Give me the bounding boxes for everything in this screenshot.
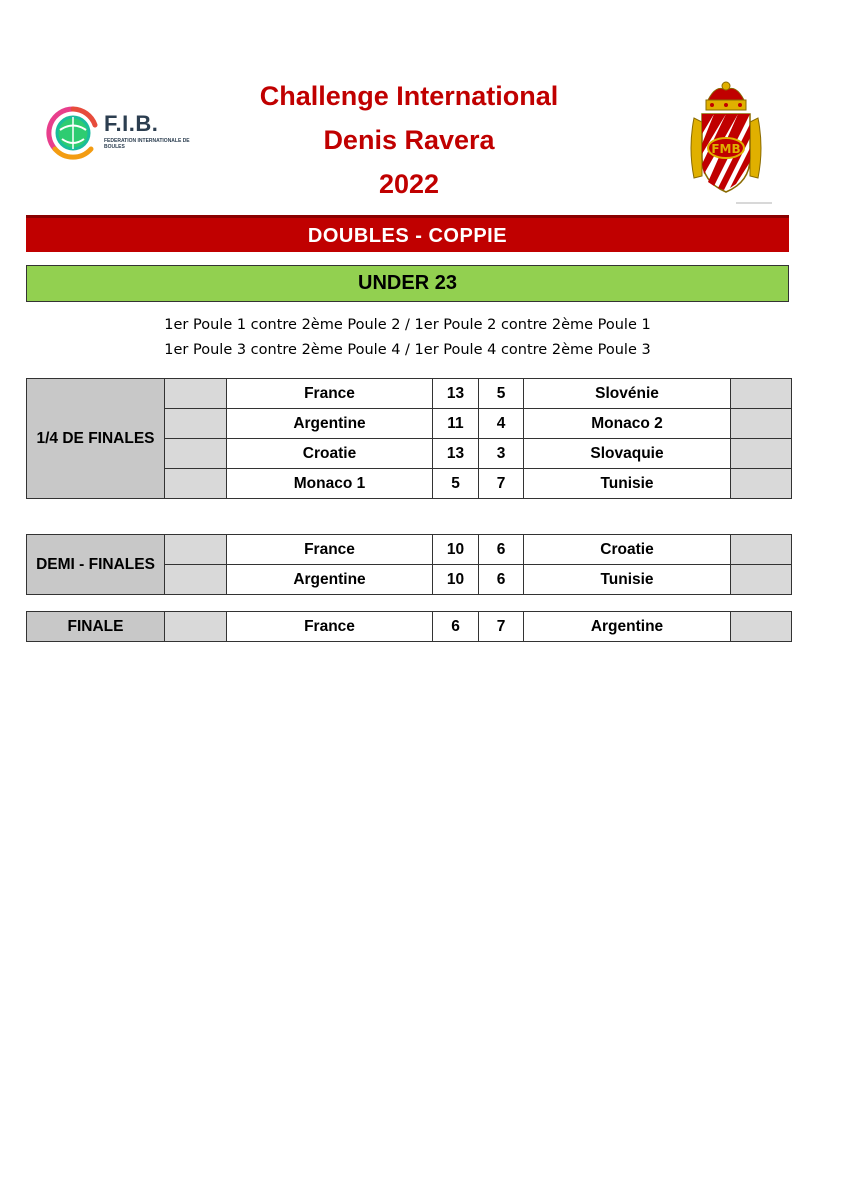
round-label: FINALE [27, 612, 165, 642]
fmb-logo-text: FMB [711, 142, 741, 156]
score-away: 4 [479, 409, 524, 439]
score-home: 5 [433, 469, 479, 499]
team-home: Croatie [227, 439, 433, 469]
title-line-3: 2022 [378, 169, 440, 199]
fib-ball-icon [46, 103, 100, 163]
team-away: Tunisie [524, 565, 731, 595]
table-row [27, 612, 792, 642]
team-home: Argentine [227, 409, 433, 439]
team-home: Argentine [227, 565, 433, 595]
score-away: 7 [479, 469, 524, 499]
table-row [27, 535, 792, 565]
fmb-crest-icon [684, 78, 774, 206]
score-away: 6 [479, 565, 524, 595]
discipline-banner: DOUBLES - COPPIE [26, 215, 789, 252]
team-away: Argentine [524, 612, 731, 642]
team-away: Slovaquie [524, 439, 731, 469]
score-home: 13 [433, 439, 479, 469]
team-home: France [227, 535, 433, 565]
team-home: Monaco 1 [227, 469, 433, 499]
score-home: 6 [433, 612, 479, 642]
team-home: France [227, 379, 433, 409]
score-away: 6 [479, 535, 524, 565]
score-home: 11 [433, 409, 479, 439]
score-home: 13 [433, 379, 479, 409]
score-away: 3 [479, 439, 524, 469]
score-home: 10 [433, 565, 479, 595]
score-home: 10 [433, 535, 479, 565]
final-table [26, 611, 792, 642]
team-away: Slovénie [524, 379, 731, 409]
round-label: DEMI - FINALES [27, 535, 165, 595]
table-row [27, 379, 792, 409]
score-away: 7 [479, 612, 524, 642]
pairing-rule-1: 1er Poule 1 contre 2ème Poule 2 / 1er Poule 2 contre 2ème Poule 1 [164, 317, 651, 333]
semi-finals-table [26, 534, 792, 595]
title-line-1: Challenge International [259, 81, 559, 111]
score-away: 5 [479, 379, 524, 409]
fib-logo-subtitle: FEDERATION INTERNATIONALE DE BOULES [104, 138, 190, 150]
fib-logo-text: F.I.B. [104, 111, 159, 136]
team-away: Monaco 2 [524, 409, 731, 439]
title-line-2: Denis Ravera [323, 125, 495, 155]
round-label: 1/4 DE FINALES [27, 379, 165, 499]
category-banner: UNDER 23 [26, 265, 789, 302]
team-home: France [227, 612, 433, 642]
team-away: Croatie [524, 535, 731, 565]
fib-logo [46, 103, 196, 163]
quarter-finals-table [26, 378, 792, 499]
pairing-rule-2: 1er Poule 3 contre 2ème Poule 4 / 1er Poule 4 contre 2ème Poule 3 [164, 342, 651, 358]
team-away: Tunisie [524, 469, 731, 499]
fmb-logo [684, 78, 774, 206]
